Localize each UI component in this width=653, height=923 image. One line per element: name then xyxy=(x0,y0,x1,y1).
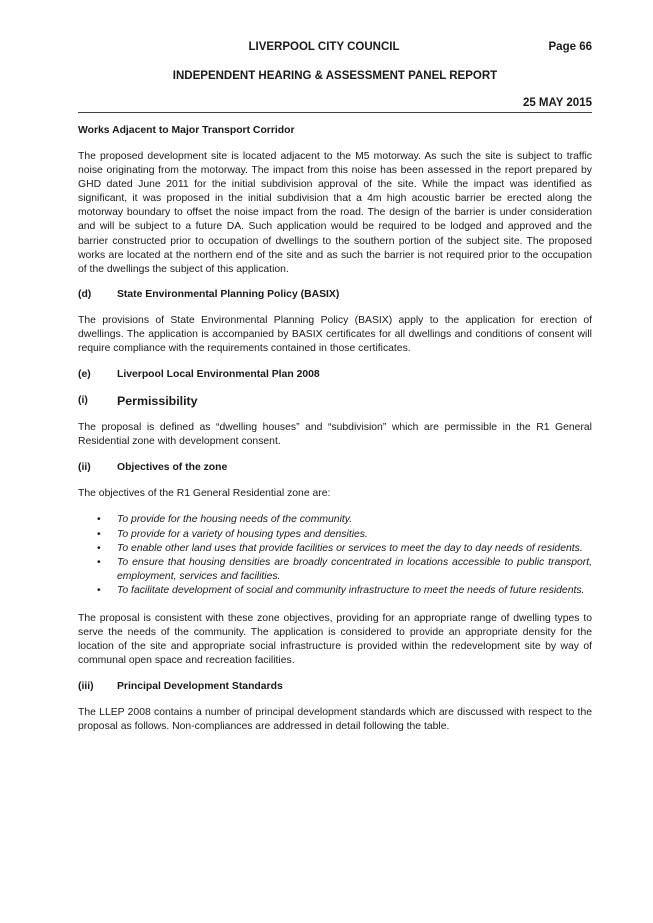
list-item: • To provide for a variety of housing types and densities. xyxy=(78,528,592,542)
objectives-conclusion: The proposal is consistent with these zone objectives, providing for an appropriate range of dwelling types to serve the needs of the community. The application is considered to provide an appropriate density for the location of the site and appropriate social infrastructure is provided within the redevelopment site by way of communal open space and recreation facilities. xyxy=(78,612,592,667)
bullet-icon: • xyxy=(97,556,101,568)
header-divider xyxy=(78,112,592,113)
list-item: • To ensure that housing densities are broadly concentrated in locations accessible to public transport, employment, services and facilities. xyxy=(97,556,592,582)
objectives-list xyxy=(78,513,592,598)
section-title: Liverpool Local Environmental Plan 2008 xyxy=(117,369,320,381)
bullet-icon: • xyxy=(97,584,101,596)
basix-body: The provisions of State Environmental Planning Policy (BASIX) apply to the application for erection of dwellings. The application is accompanied by BASIX certificates for all dwellings and conditions of consent will require compliance with the requirements contained in those certificates. xyxy=(78,314,592,355)
standards-heading xyxy=(78,680,592,694)
transport-heading: Works Adjacent to Major Transport Corridor xyxy=(78,125,295,136)
llep-heading xyxy=(78,368,592,382)
permissibility-heading xyxy=(78,393,592,409)
council-name: LIVERPOOL CITY COUNCIL xyxy=(248,41,400,53)
section-number: (i) xyxy=(78,395,88,407)
list-item: • To enable other land uses that provide facilities or services to meet the day to day needs of residents. xyxy=(78,542,592,556)
bullet-icon: • xyxy=(97,514,101,526)
section-title: Objectives of the zone xyxy=(117,462,228,474)
section-number: (e) xyxy=(78,369,91,381)
objectives-heading xyxy=(78,461,592,475)
document-content xyxy=(78,124,592,735)
objectives-intro: The objectives of the R1 General Residential zone are: xyxy=(78,488,331,500)
transport-body: The proposed development site is located adjacent to the M5 motorway. As such the site is subject to traffic noise originating from the motorway. The impact from this noise has been assessed in the report prepared by GHD dated June 2011 for the initial subdivision approval of the site. While the impact was identified as significant, it was proposed in the initial subdivision that a 4m high acoustic barrier be erected along the motorway boundary to offset the noise impact from the road. The design of the barrier is under consideration and will be subject to a future DA. Such application would be required to be lodged and approved and the barrier constructed prior to occupation of dwellings to the southern portion of the subject site. The proposed works are located at the northern end of the site and as such the barrier is not required prior to the occupation of the dwellings the subject of this application. xyxy=(78,151,592,275)
basix-heading xyxy=(78,288,592,302)
report-date: 25 MAY 2015 xyxy=(522,97,592,109)
list-item: • To facilitate development of social and community infrastructure to meet the needs of future residents. xyxy=(78,584,592,598)
report-title: INDEPENDENT HEARING & ASSESSMENT PANEL REPORT xyxy=(172,70,498,82)
bullet-icon: • xyxy=(97,528,101,540)
section-number: (ii) xyxy=(78,462,91,474)
section-title: Permissibility xyxy=(117,394,198,409)
document-page xyxy=(78,0,592,923)
standards-body: The LLEP 2008 contains a number of principal development standards which are discussed with respect to the proposal as follows. Non-compliances are addressed in detail following the table. xyxy=(78,707,592,733)
section-title: State Environmental Planning Policy (BASIX) xyxy=(117,288,340,300)
permissibility-body: The proposal is defined as “dwelling houses” and “subdivision” which are permissible in the R1 General Residential zone with development consent. xyxy=(78,422,592,448)
page-number: Page 66 xyxy=(548,41,592,53)
section-title: Principal Development Standards xyxy=(117,681,283,693)
bullet-icon: • xyxy=(97,542,101,554)
section-number: (d) xyxy=(78,288,92,300)
section-number: (iii) xyxy=(78,681,94,693)
list-item: • To provide for the housing needs of the community. xyxy=(78,513,592,527)
